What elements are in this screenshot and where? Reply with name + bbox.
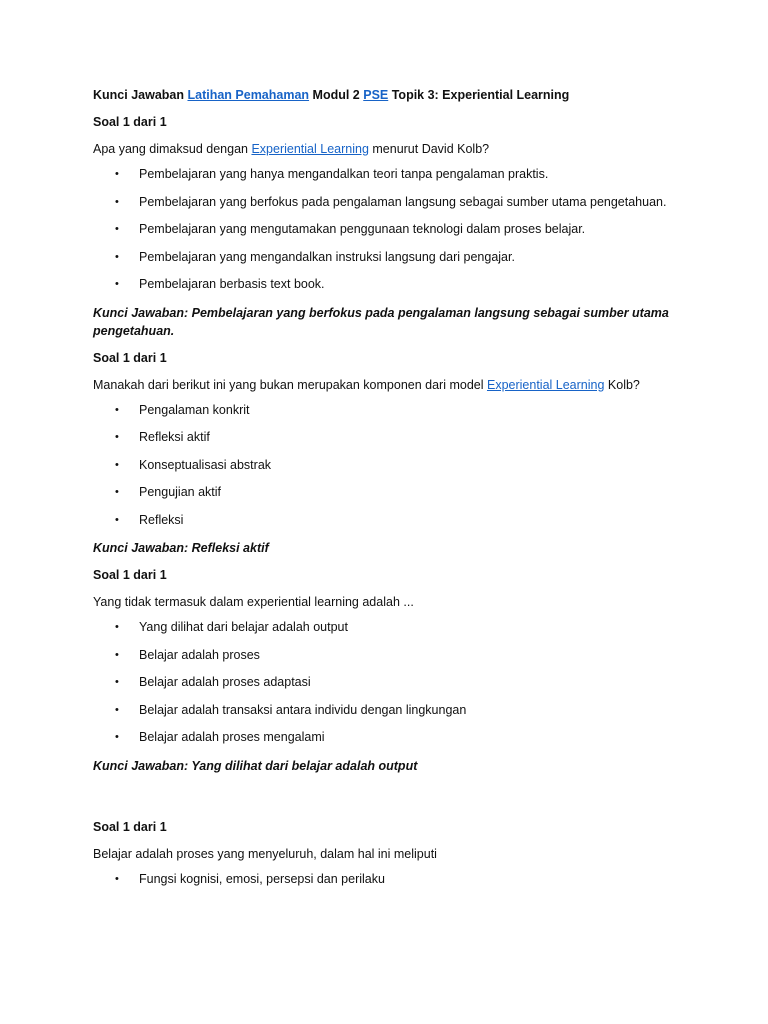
list-item <box>93 429 683 446</box>
question-1-text <box>93 140 683 158</box>
question-4-text: Belajar adalah proses yang menyeluruh, dalam hal ini meliputi <box>93 846 437 861</box>
question-1-link-experiential-learning[interactable]: Experiential Learning <box>251 142 369 156</box>
option-text: Refleksi <box>139 512 184 527</box>
bullet-icon: • <box>115 250 119 263</box>
list-item <box>93 194 683 211</box>
question-2-heading: Soal 1 dari 1 <box>93 350 167 365</box>
option-text: Konseptualisasi abstrak <box>139 457 272 472</box>
question-1-suffix: menurut David Kolb? <box>368 142 490 156</box>
bullet-icon: • <box>115 278 119 290</box>
option-text: Yang dilihat dari belajar adalah output <box>139 620 348 634</box>
list-item <box>93 166 683 183</box>
title-prefix: Kunci Jawaban <box>93 88 188 102</box>
bullet-icon: • <box>115 431 119 443</box>
question-1-answer: Kunci Jawaban: Pembelajaran yang berfokus pada pengalaman langsung sebagai sumber utama pengetahuan. <box>93 305 669 338</box>
list-item <box>93 702 683 719</box>
list-item <box>93 457 683 474</box>
list-item <box>93 512 683 529</box>
question-1-options <box>93 166 683 293</box>
bullet-icon: • <box>115 872 119 885</box>
bullet-icon: • <box>115 168 119 180</box>
option-text: Pengalaman konkrit <box>139 402 250 417</box>
list-item <box>93 619 683 636</box>
list-item <box>93 484 683 501</box>
option-text: Pembelajaran berbasis text book. <box>139 277 325 291</box>
bullet-icon: • <box>115 621 119 633</box>
option-text: Pembelajaran yang mengutamakan penggunaan teknologi dalam proses belajar. <box>139 222 586 236</box>
title-link-pse[interactable]: PSE <box>363 88 389 102</box>
title-suffix: Topik 3: Experiential Learning <box>388 88 570 102</box>
option-text: Refleksi aktif <box>139 430 210 444</box>
list-item <box>93 276 683 293</box>
option-text: Pembelajaran yang berfokus pada pengalaman langsung sebagai sumber utama pengetahuan. <box>139 194 667 209</box>
question-2-suffix: Kolb? <box>604 377 640 392</box>
question-3-heading: Soal 1 dari 1 <box>93 568 167 582</box>
list-item <box>93 729 683 746</box>
list-item <box>93 249 683 266</box>
question-1-heading: Soal 1 dari 1 <box>93 115 167 129</box>
question-2-link-experiential-learning[interactable]: Experiential Learning <box>486 377 605 392</box>
question-1-prefix: Apa yang dimaksud dengan <box>93 142 252 156</box>
question-4-options <box>93 871 683 888</box>
document-title <box>93 86 683 104</box>
question-2-prefix: Manakah dari berikut ini yang bukan merupakan komponen dari model <box>93 377 487 392</box>
option-text: Belajar adalah proses adaptasi <box>139 675 311 689</box>
bullet-icon: • <box>115 486 119 498</box>
option-text: Belajar adalah proses <box>139 647 260 662</box>
question-3-text: Yang tidak termasuk dalam experiential learning adalah ... <box>93 595 414 609</box>
option-text: Pembelajaran yang hanya mengandalkan teori tanpa pengalaman praktis. <box>139 167 549 181</box>
option-text: Belajar adalah proses mengalami <box>139 730 325 744</box>
list-item <box>93 402 683 419</box>
bullet-icon: • <box>115 513 119 526</box>
list-item <box>93 674 683 691</box>
bullet-icon: • <box>115 458 119 471</box>
option-text: Belajar adalah transaksi antara individu dengan lingkungan <box>139 702 467 717</box>
question-2-options <box>93 402 683 529</box>
title-link-latihan-pemahaman[interactable]: Latihan Pemahaman <box>187 88 310 102</box>
option-text: Pengujian aktif <box>139 485 222 499</box>
option-text: Fungsi kognisi, emosi, persepsi dan perilaku <box>139 871 385 886</box>
bullet-icon: • <box>115 731 119 743</box>
question-2-answer: Kunci Jawaban: Refleksi aktif <box>93 541 269 555</box>
document-page <box>93 86 683 898</box>
list-item <box>93 221 683 238</box>
bullet-icon: • <box>115 223 119 235</box>
question-3-options <box>93 619 683 746</box>
list-item <box>93 647 683 664</box>
bullet-icon: • <box>115 703 119 716</box>
list-item <box>93 871 683 888</box>
bullet-icon: • <box>115 676 119 688</box>
bullet-icon: • <box>115 648 119 661</box>
bullet-icon: • <box>115 403 119 416</box>
title-middle: Modul 2 <box>309 88 364 102</box>
bullet-icon: • <box>115 195 119 208</box>
option-text: Pembelajaran yang mengandalkan instruksi langsung dari pengajar. <box>139 249 515 264</box>
section-gap <box>93 784 683 818</box>
question-2-text <box>93 376 683 394</box>
question-3-answer: Kunci Jawaban: Yang dilihat dari belajar adalah output <box>93 758 418 773</box>
question-4-heading: Soal 1 dari 1 <box>93 819 167 834</box>
